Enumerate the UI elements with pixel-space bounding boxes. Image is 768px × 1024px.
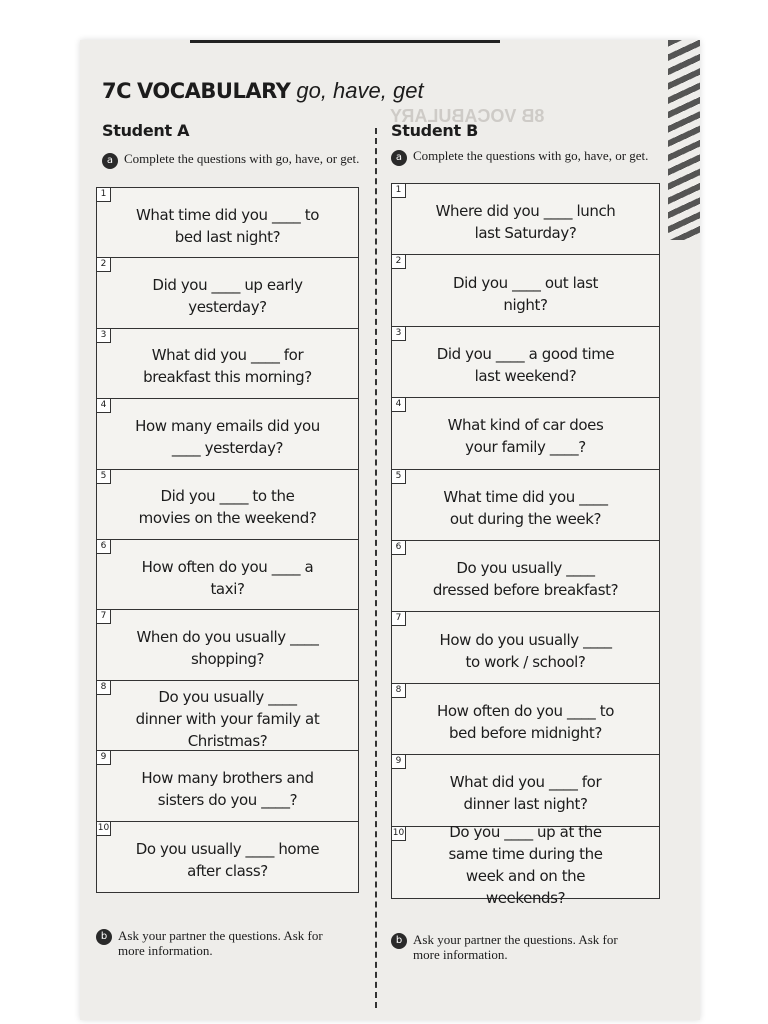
badge-a-icon: a <box>391 150 407 166</box>
question-number: 7 <box>392 612 406 626</box>
instruction-text: Complete the questions with go, have, or get. <box>124 151 360 166</box>
question-text: What time did you ____ out during the week? <box>443 487 608 528</box>
question-box <box>392 398 659 469</box>
question-text: What did you ____ for dinner last night? <box>449 773 602 814</box>
lesson-subtitle: go, have, get <box>296 78 424 103</box>
question-number: 5 <box>97 470 111 484</box>
question-number: 1 <box>97 188 111 202</box>
question-box <box>392 823 659 908</box>
question-box <box>392 184 659 255</box>
student-b-question-list <box>391 183 660 908</box>
question-box <box>97 681 358 751</box>
student-b-instruction-b <box>391 932 631 962</box>
question-text: Did you ____ up early yesterday? <box>152 276 303 317</box>
cut-line <box>375 128 377 1008</box>
question-number: 10 <box>97 822 111 836</box>
question-text: How often do you ____ to bed before midnight? <box>436 701 615 742</box>
top-rule <box>190 40 500 43</box>
page-title <box>102 78 424 104</box>
worksheet-page <box>80 40 700 1020</box>
question-box <box>97 258 358 328</box>
badge-b-icon: b <box>96 929 112 945</box>
question-number: 3 <box>392 327 406 341</box>
question-text: Did you ____ to the movies on the weekend? <box>138 487 317 528</box>
question-box <box>392 255 659 326</box>
question-text: How many emails did you ____ yesterday? <box>135 416 320 457</box>
question-number: 2 <box>392 255 406 269</box>
question-number: 8 <box>392 684 406 698</box>
question-text: Did you ____ a good time last weekend? <box>436 344 615 385</box>
question-text: Did you ____ out last night? <box>452 273 599 314</box>
question-text: When do you usually ____ shopping? <box>136 628 319 669</box>
student-a-instruction-a <box>102 151 359 169</box>
question-number: 10 <box>392 827 406 841</box>
question-box <box>392 327 659 398</box>
student-a-question-list <box>96 187 359 893</box>
question-text: How many brothers and sisters do you ____? <box>141 768 314 809</box>
question-text: Do you usually ____ dressed before breakfast? <box>432 559 619 600</box>
question-box <box>392 612 659 683</box>
question-box <box>97 399 358 469</box>
instruction-text: Ask your partner the questions. Ask for more information. <box>118 928 323 958</box>
question-text: What time did you ____ to bed last night? <box>136 205 319 246</box>
question-text: Do you usually ____ home after class? <box>135 839 320 880</box>
question-box <box>97 188 358 258</box>
question-box <box>97 470 358 540</box>
student-a-heading: Student A <box>102 121 190 140</box>
question-number: 9 <box>392 755 406 769</box>
question-number: 9 <box>97 751 111 765</box>
question-text: How often do you ____ a taxi? <box>141 557 314 598</box>
question-text: What did you ____ for breakfast this morning? <box>143 346 312 387</box>
question-number: 6 <box>97 540 111 554</box>
question-box <box>392 541 659 612</box>
question-box <box>97 822 358 892</box>
question-box <box>392 470 659 541</box>
question-number: 2 <box>97 258 111 272</box>
question-box <box>97 610 358 680</box>
question-text: Do you usually ____ dinner with your family at Christmas? <box>135 687 320 750</box>
question-box <box>392 684 659 755</box>
question-number: 5 <box>392 470 406 484</box>
question-box <box>97 540 358 610</box>
question-number: 8 <box>97 681 111 695</box>
question-text: Do you ____ up at the same time during the week and on the weekends? <box>448 823 603 908</box>
question-box <box>97 329 358 399</box>
question-number: 7 <box>97 610 111 624</box>
badge-a-icon: a <box>102 153 118 169</box>
lesson-code: 7C <box>102 79 132 103</box>
question-number: 4 <box>392 398 406 412</box>
question-number: 3 <box>97 329 111 343</box>
question-text: Where did you ____ lunch last Saturday? <box>435 202 616 243</box>
student-a-instruction-b <box>96 928 336 958</box>
student-b-instruction-a <box>391 148 648 166</box>
student-b-heading: Student B <box>391 121 478 140</box>
bleed-through-text: 8B VOCABULARY <box>390 106 545 126</box>
question-number: 1 <box>392 184 406 198</box>
instruction-text: Complete the questions with go, have, or get. <box>413 148 649 163</box>
question-number: 4 <box>97 399 111 413</box>
question-box <box>97 751 358 821</box>
facing-page-edge <box>668 40 700 240</box>
section-label: VOCABULARY <box>137 79 291 103</box>
badge-b-icon: b <box>391 933 407 949</box>
question-text: How do you usually ____ to work / school? <box>439 630 612 671</box>
instruction-text: Ask your partner the questions. Ask for more information. <box>413 932 618 962</box>
question-number: 6 <box>392 541 406 555</box>
question-text: What kind of car does your family ____? <box>447 416 604 457</box>
